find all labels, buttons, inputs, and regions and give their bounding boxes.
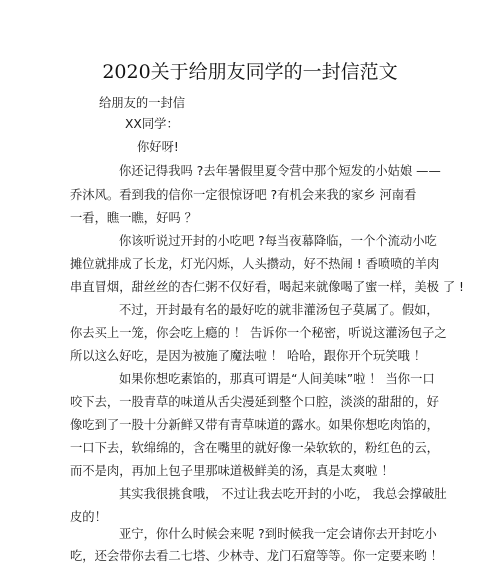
body-line: 像吃到了一股十分新鲜又带有青草味道的露水。如果你想吃肉馅的， — [70, 418, 439, 432]
greeting: 你好呀! — [137, 140, 179, 154]
body-line: 你该听说过开封的小吃吧 ?每当夜幕降临，一个个流动小吃 — [119, 234, 437, 248]
body-line: 一口下去，软绵绵的，含在嘴里的就好像一朵软软的，粉红色的云， — [70, 441, 439, 455]
body-line: 皮的！ — [70, 510, 107, 524]
body-line: 其实我很挑食哦， 不过让我去吃开封的小吃， 我总会撑破肚 — [119, 487, 447, 501]
body-line: 如果你想吃素馅的，那真可谓是“人间美味”啦 ！ 当你一口 — [119, 372, 435, 386]
document-title: 2020关于给朋友同学的一封信范文 — [102, 61, 398, 83]
body-line: 亚宁，你什么时候会来呢 ?到时候我一定会请你去开封吃小 — [119, 527, 437, 541]
body-line: 乔沐风。看到我的信你一定很惊讶吧 ?有机会来我的家乡 河南看 — [70, 188, 417, 202]
body-line: 不过，开封最有名的最好吃的就非灌汤包子莫属了。假如， — [119, 303, 439, 317]
body-line: 咬下去，一股青草的味道从舌尖漫延到整个口腔，淡淡的甜甜的，好 — [70, 395, 439, 409]
salutation: XX同学： — [125, 117, 179, 131]
document-subtitle: 给朋友的一封信 — [99, 96, 186, 110]
body-line: 你去买上一笼，你会吃上瘾的 ！ 告诉你一个秘密，听说这灌汤包子之 — [70, 326, 447, 340]
body-line: 串直冒烟，甜丝丝的杏仁粥不仅好看，喝起来就像喝了蜜一样，美极 了 ! — [70, 280, 464, 294]
body-line: 一看，瞧一瞧，好吗 ？ — [70, 211, 197, 225]
body-line: 吃，还会带你去看二七塔、少林寺、龙门石窟等等。你一定要来哟 ！ — [70, 549, 443, 563]
body-line: 你还记得我吗 ?去年暑假里夏令营中那个短发的小姑娘 —— — [119, 164, 441, 178]
body-line: 所以这么好吃，是因为被施了魔法啦 ！ 哈哈，跟你开个玩笑哦 ！ — [70, 349, 427, 363]
body-line: 摊位就排成了长龙，灯光闪烁，人头攒动，好不热闹 ! 香喷喷的羊肉 — [70, 257, 440, 271]
body-line: 而不是肉，再加上包子里那味道极鲜美的汤，真是太爽啦 ！ — [70, 464, 394, 478]
